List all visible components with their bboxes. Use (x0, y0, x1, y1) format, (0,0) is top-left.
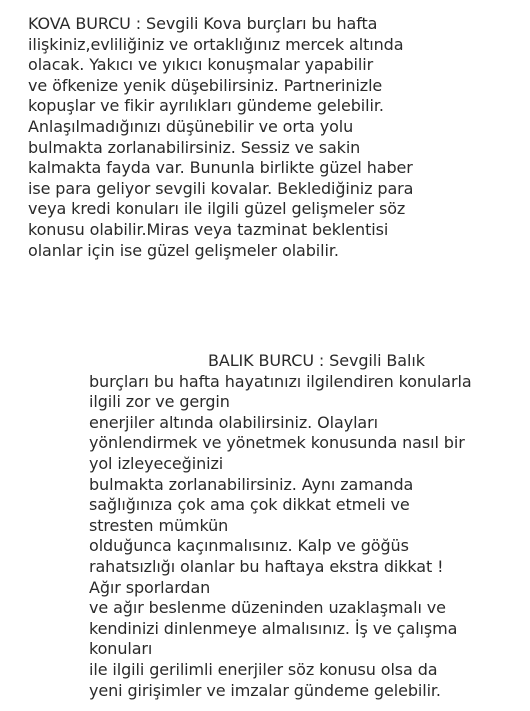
text-line: rahatsızlığı olanlar bu haftaya ekstra dikkat ! (89, 556, 444, 576)
text-line: yönlendirmek ve yönetmek konusunda nasıl bir (89, 433, 465, 453)
text-line: Ağır sporlardan (89, 577, 211, 597)
text-line: olduğunca kaçınmalısınız. Kalp ve göğüs (89, 536, 409, 556)
text-line: ilgili zor ve gergin (89, 392, 230, 412)
text-line: stresten mümkün (89, 515, 229, 535)
text-line: olacak. Yakıcı ve yıkıcı konuşmalar yapabilir (28, 55, 374, 75)
text-line: olanlar için ise güzel gelişmeler olabilir. (28, 240, 339, 260)
text-line: ile ilgili gerilimli enerjiler söz konusu olsa da (89, 659, 438, 679)
text-line: KOVA BURCU : Sevgili Kova burçları bu hafta (28, 14, 378, 33)
text-line: kalmakta fayda var. Bununla birlikte güzel haber (28, 158, 413, 178)
text-line: kopuşlar ve fikir ayrılıkları gündeme gelebilir. (28, 96, 384, 116)
text-line: bulmakta zorlanabilirsiniz. Sessiz ve sakin (28, 137, 361, 157)
text-line: yeni girişimler ve imzalar gündeme gelebilir. (89, 680, 441, 700)
text-line: konuları (89, 639, 153, 659)
text-line: enerjiler altında olabilirsiniz. Olayları (89, 412, 378, 432)
text-line: yol izleyeceğinizi (89, 453, 224, 473)
text-line: ve ağır beslenme düzeninden uzaklaşmalı ve (89, 598, 446, 618)
text-line: sağlığınıza çok ama çok dikkat etmeli ve (89, 495, 410, 515)
text-line: veya kredi konuları ile ilgili güzel gelişmeler söz (28, 199, 406, 219)
kova-burcu-paragraph (28, 14, 413, 261)
text-line: bulmakta zorlanabilirsiniz. Aynı zamanda (89, 474, 414, 494)
text-line: ilişkiniz,evliliğiniz ve ortaklığınız mercek altında (28, 34, 404, 54)
text-line: konusu olabilir.Miras veya tazminat beklentisi (28, 219, 389, 239)
balik-burcu-paragraph (89, 351, 472, 701)
text-line: ise para geliyor sevgili kovalar. Beklediğiniz para (28, 178, 414, 198)
text-line: burçları bu hafta hayatınızı ilgilendiren konularla (89, 371, 472, 391)
text-line: BALIK BURCU : Sevgili Balık (208, 351, 425, 370)
text-line: ve öfkenize yenik düşebilirsiniz. Partnerinizle (28, 75, 383, 95)
text-line: kendinizi dinlenmeye almalısınız. İş ve çalışma (89, 618, 458, 638)
text-line: Anlaşılmadığınızı düşünebilir ve orta yolu (28, 116, 354, 136)
